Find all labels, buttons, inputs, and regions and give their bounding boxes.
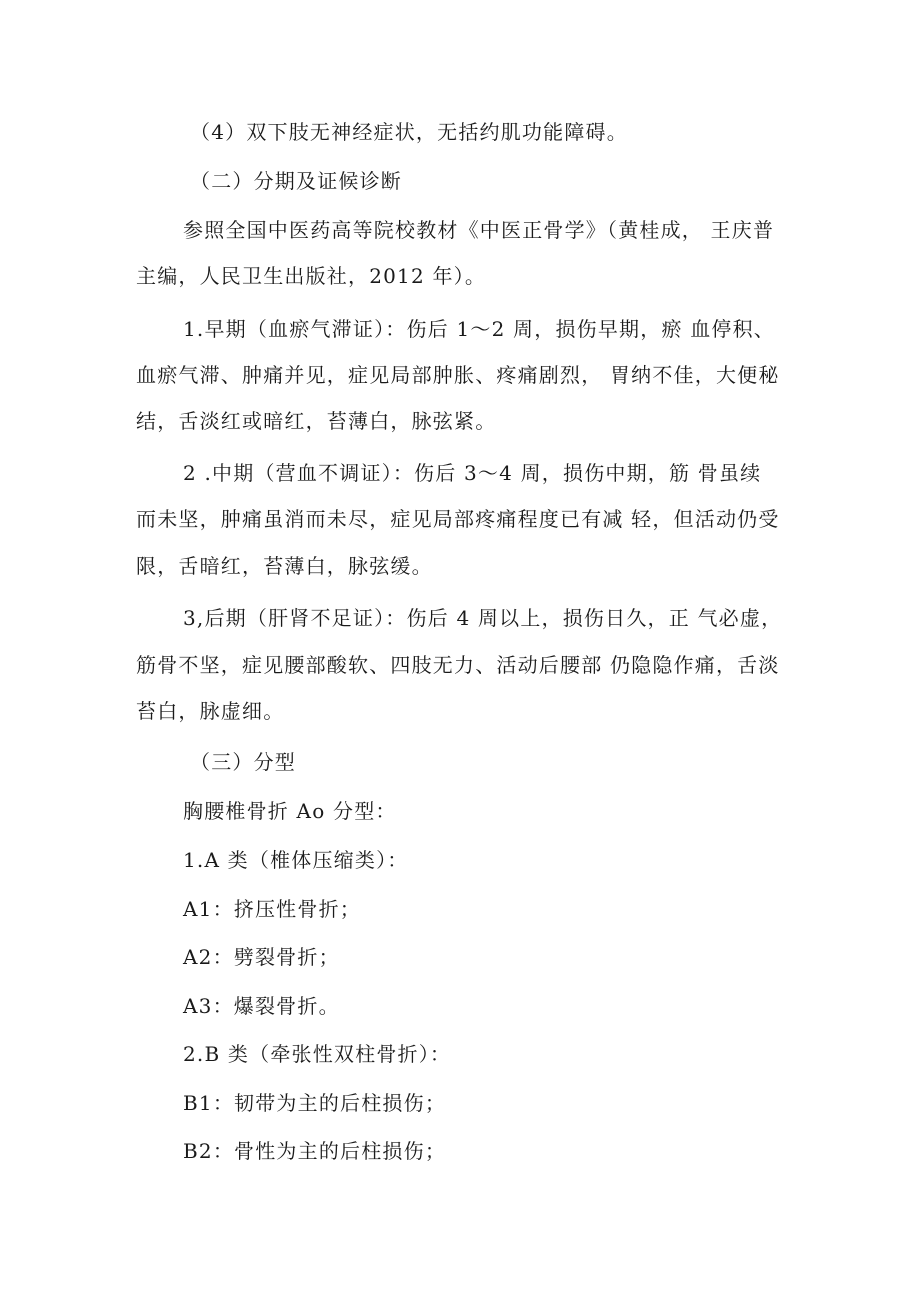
list-item-b2: B2：骨性为主的后柱损伤； [183,1139,447,1163]
list-item-type-a: 1.A 类（椎体压缩类）： [183,848,409,872]
list-item-type-b: 2.B 类（牵张性双柱骨折）： [183,1042,452,1066]
paragraph-ao-classification: 胸腰椎骨折 Ao 分型： [183,799,397,823]
paragraph-reference-line-1: 参照全国中医药高等院校教材《中医正骨学》（黄桂成， 王庆普 [183,218,775,242]
paragraph-nerve-symptoms: （4）双下肢无神经症状，无括约肌功能障碍。 [190,120,628,144]
paragraph-early-stage-line-1: 1.早期（血瘀气滞证）：伤后 1～2 周，损伤早期，瘀 血停积、 [183,317,776,341]
section-heading-classification: （三）分型 [190,750,296,774]
list-item-b1: B1：韧带为主的后柱损伤； [183,1091,447,1115]
section-heading-staging: （二）分期及证候诊断 [190,169,402,193]
list-item-a1: A1：挤压性骨折； [183,897,361,921]
paragraph-middle-stage-line-3: 限，舌暗红，苔薄白，脉弦缓。 [136,554,433,578]
paragraph-late-stage-line-3: 苔白，脉虚细。 [136,699,285,723]
list-item-a3: A3：爆裂骨折。 [183,994,340,1018]
paragraph-early-stage-line-2: 血瘀气滞、肿痛并见，症见局部肿胀、疼痛剧烈， 胃纳不佳，大便秘 [136,363,780,387]
paragraph-reference-line-2: 主编，人民卫生出版社，2012 年）。 [136,264,487,288]
paragraph-middle-stage-line-1: 2 .中期（营血不调证）：伤后 3～4 周，损伤中期，筋 骨虽续 [183,461,762,485]
paragraph-middle-stage-line-2: 而未坚，肿痛虽消而未尽，症见局部疼痛程度已有减 轻，但活动仍受 [136,507,780,531]
paragraph-early-stage-line-3: 结，舌淡红或暗红，苔薄白，脉弦紧。 [136,409,497,433]
list-item-a2: A2：劈裂骨折； [183,945,340,969]
paragraph-late-stage-line-2: 筋骨不坚，症见腰部酸软、四肢无力、活动后腰部 仍隐隐作痛，舌淡 [136,653,780,677]
paragraph-late-stage-line-1: 3,后期（肝肾不足证）：伤后 4 周以上，损伤日久，正 气必虚， [183,606,783,630]
